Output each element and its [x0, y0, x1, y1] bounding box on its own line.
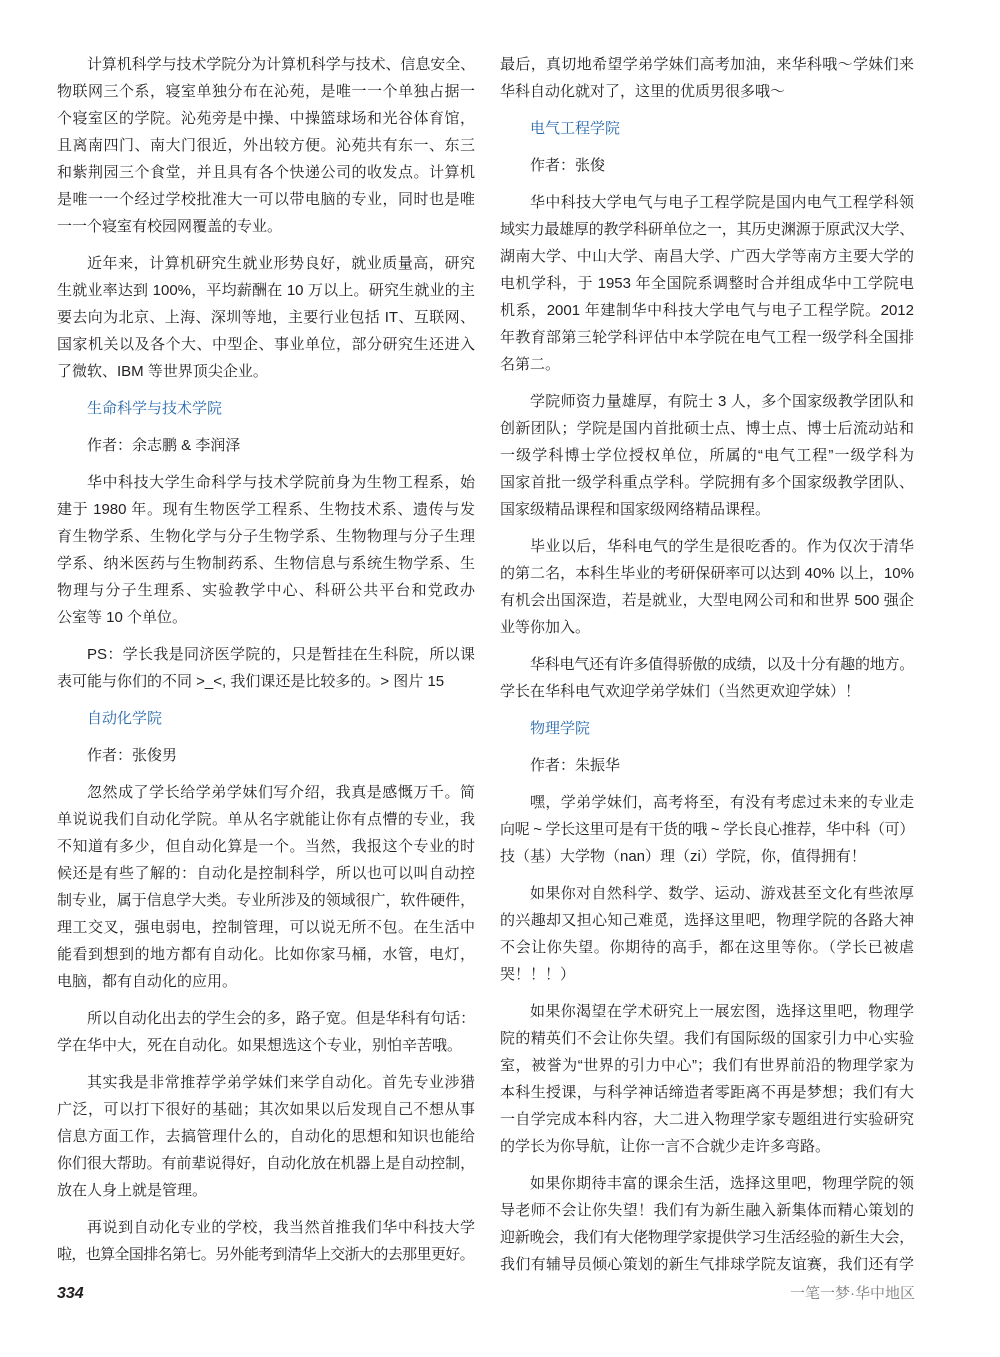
text-line: 院的精英们不会让你失望。我们有国际级的国家引力中心实验: [500, 1030, 914, 1047]
text-line: 能看到想到的地方都有自动化。比如你家马桶，水管，电灯，: [57, 946, 475, 963]
text-line: 电脑，都有自动化的应用。: [57, 973, 238, 990]
text-line: 导老师不会让你失望！我们有为新生融入新集体而精心策划的: [500, 1202, 914, 1219]
text-line: 国家级精品课程和国家级网络精品课程。: [500, 501, 771, 518]
paragraph: [500, 998, 914, 1160]
text-line: 向呢 ~ 学长这里可是有干货的哦 ~ 学长良心推荐，华中科（可）: [500, 821, 914, 838]
text-line: 嘿，学弟学妹们，高考将至，有没有考虑过未来的专业走: [530, 794, 914, 811]
paragraph: [500, 533, 914, 641]
text-line: 创新团队；学院是国内首批硕士点、博士点、博士后流动站和: [500, 420, 914, 437]
text-line: 学在华中大，死在自动化。如果想选这个专业，别怕辛苦哦。: [57, 1037, 463, 1054]
text-line: 如果你期待丰富的课余生活，选择这里吧，物理学院的领: [530, 1175, 914, 1192]
text-line: 育生物学系、生物化学与分子生物学系、生物物理与分子生理: [57, 528, 475, 545]
text-line: 哭！！！）: [500, 966, 576, 983]
text-line: 名第二。: [500, 356, 561, 373]
text-line: 候还是有些了解的：自动化是控制科学，所以也可以叫自动控: [57, 865, 475, 882]
paragraph: [57, 1005, 475, 1059]
text-line: 是唯一一个经过学校批准大一可以带电脑的专业，同时也是唯: [57, 191, 475, 208]
text-line: 国家首批一级学科重点学科。学院拥有多个国家级教学团队、: [500, 474, 914, 491]
text-line: 不会让你失望。你期待的高手，都在这里等你。（学长已被虐: [500, 939, 914, 956]
text-line: 其实我是非常推荐学弟学妹们来学自动化。首先专业涉猎: [87, 1074, 475, 1091]
running-footer: 一笔一梦·华中地区: [790, 1285, 915, 1302]
text-line: 近年来，计算机研究生就业形势良好，就业质量高，研究: [87, 255, 475, 272]
section-heading-electrical: 电气工程学院: [530, 120, 621, 137]
text-line: 且离南四门、南大门很近，外出较方便。沁苑共有东一、东三: [57, 137, 475, 154]
text-line: 放在人身上就是管理。: [57, 1182, 208, 1199]
text-line: 忽然成了学长给学弟学妹们写介绍，我真是感慨万千。简: [87, 784, 475, 801]
author-byline: 作者：张俊: [530, 157, 606, 174]
text-line: 单说说我们自动化学院。单从名字就能让你有点懵的专业，我: [57, 811, 475, 828]
text-line: 湖南大学、中山大学、南昌大学、广西大学等南方主要大学的: [500, 248, 914, 265]
text-line: 不知道有多少，但自动化算是一个。当然，我报这个专业的时: [57, 838, 475, 855]
text-line: 华中科技大学电气与电子工程学院是国内电气工程学科领: [530, 194, 914, 211]
text-line: 华科自动化就对了，这里的优质男很多哦～: [500, 83, 786, 100]
paragraph: [500, 51, 914, 105]
text-line: 年教育部第三轮学科评估中本学院在电气工程一级学科全国排: [500, 329, 914, 346]
text-line: 的兴趣却又担心知己难觅，选择这里吧，物理学院的各路大神: [500, 912, 914, 929]
text-line: 如果你对自然科学、数学、运动、游戏甚至文化有些浓厚: [530, 885, 914, 902]
text-line: 室，被誉为“世界的引力中心”；我们有世界前沿的物理学家为: [500, 1057, 914, 1074]
text-line: 公室等 10 个单位。: [57, 609, 188, 626]
text-line: 电机学科，于 1953 年全国院系调整时合并组成华中工学院电: [500, 275, 914, 292]
paragraph: [57, 779, 475, 995]
text-line: PS：学长我是同济医学院的，只是暂挂在生科院，所以课: [87, 646, 475, 663]
text-line: 再说到自动化专业的学校，我当然首推我们华中科技大学: [87, 1219, 475, 1236]
text-line: 毕业以后，华科电气的学生是很吃香的。作为仅次于清华: [530, 538, 914, 555]
text-line: 和紫荆园三个食堂，并且具有各个快递公司的收发点。计算机: [57, 164, 475, 181]
text-line: 华科电气还有许多值得骄傲的成绩，以及十分有趣的地方。: [530, 656, 914, 673]
text-line: 一一个寝室有校园网覆盖的专业。: [57, 218, 283, 235]
text-line: 本科生授课，与科学神话缔造者零距离不再是梦想；我们有大: [500, 1084, 914, 1101]
text-line: 啦，也算全国排名第七。另外能考到清华上交浙大的去那里更好。: [57, 1246, 474, 1263]
text-line: 物联网三个系，寝室单独分布在沁苑，是唯一一个单独占据一: [57, 83, 475, 100]
text-line: 学长在华科电气欢迎学弟学妹们（当然更欢迎学妹）！: [500, 683, 861, 700]
text-line: 最后，真切地希望学弟学妹们高考加油，来华科哦～学妹们来: [500, 56, 914, 73]
paragraph: [57, 1069, 475, 1204]
page-number: 334: [57, 1285, 84, 1302]
text-line: 一级学科博士学位授权单位，所属的“电气工程”一级学科为: [500, 447, 914, 464]
text-line: 信息方面工作，去搞管理什么的，自动化的思想和知识也能给: [57, 1128, 475, 1145]
paragraph: [57, 250, 475, 385]
left-column: [57, 51, 475, 1278]
text-line: 国家机关以及各个大、中型企、事业单位，部分研究生还进入: [57, 336, 475, 353]
paragraph: [500, 651, 914, 705]
text-line: 技（基）大学物（nan）理（zi）学院，你，值得拥有！: [500, 848, 866, 865]
text-line: 计算机科学与技术学院分为计算机科学与技术、信息安全、: [87, 56, 475, 73]
text-line: 学院师资力量雄厚，有院士 3 人，多个国家级教学团队和: [530, 393, 914, 410]
text-line: 广泛，可以打下很好的基础；其次如果以后发现自己不想从事: [57, 1101, 475, 1118]
author-byline: 作者：张俊男: [87, 747, 178, 764]
text-line: 如果你渴望在学术研究上一展宏图，选择这里吧，物理学: [530, 1003, 914, 1020]
text-line: 制专业，属于信息学大类。专业所涉及的领域很广，软件硬件，: [57, 892, 475, 909]
text-line: 一自学完成本科内容，大二进入物理学家专题组进行实验研究: [500, 1111, 914, 1128]
text-line: 域实力最雄厚的教学科研单位之一，其历史渊源于原武汉大学、: [500, 221, 914, 238]
paragraph: [500, 388, 914, 523]
text-line: 要去向为北京、上海、深圳等地，主要行业包括 IT、互联网、: [57, 309, 475, 326]
section-heading-physics: 物理学院: [530, 720, 591, 737]
text-line: 华中科技大学生命科学与技术学院前身为生物工程系，始: [87, 474, 475, 491]
paragraph: [500, 789, 914, 870]
text-line: 生就业率达到 100%，平均薪酬在 10 万以上。研究生就业的主: [57, 282, 475, 299]
author-byline: 作者：余志鹏 & 李润泽: [87, 437, 241, 454]
author-byline: 作者：朱振华: [530, 757, 621, 774]
text-line: 了微软、IBM 等世界顶尖企业。: [57, 363, 268, 380]
text-line: 我们有辅导员倾心策划的新生气排球学院友谊赛，我们还有学: [500, 1256, 914, 1273]
text-line: 所以自动化出去的学生会的多，路子宽。但是华科有句话：: [87, 1010, 475, 1027]
text-line: 个寝室区的学院。沁苑旁是中操、中操篮球场和光谷体育馆，: [57, 110, 475, 127]
paragraph: [57, 1214, 475, 1268]
paragraph: [57, 469, 475, 631]
text-line: 理工交叉，强电弱电，控制管理，可以说无所不包。在生活中: [57, 919, 475, 936]
section-heading-automation: 自动化学院: [87, 710, 163, 727]
text-line: 物理与分子生理系、实验教学中心、科研公共平台和党政办: [57, 582, 475, 599]
text-line: 业等你加入。: [500, 619, 591, 636]
section-heading-life-science: 生命科学与技术学院: [87, 400, 223, 417]
paragraph: [500, 189, 914, 378]
text-line: 表可能与你们的不同 >_<, 我们课还是比较多的。> 图片 15: [57, 673, 445, 690]
text-line: 你们很大帮助。有前辈说得好，自动化放在机器上是自动控制，: [57, 1155, 475, 1172]
text-line: 迎新晚会，我们有大佬物理学家提供学习生活经验的新生大会，: [500, 1229, 914, 1246]
text-line: 的第二名，本科生毕业的考研保研率可以达到 40% 以上，10%: [500, 565, 914, 582]
paragraph: [57, 641, 475, 695]
paragraph: [500, 880, 914, 988]
paragraph: [57, 51, 475, 240]
text-line: 学系、纳米医药与生物制药系、生物信息与系统生物学系、生: [57, 555, 475, 572]
right-column: [500, 51, 914, 1288]
text-line: 的学长为你导航，让你一言不合就少走许多弯路。: [500, 1138, 831, 1155]
text-line: 建于 1980 年。现有生物医学工程系、生物技术系、遗传与发: [57, 501, 475, 518]
paragraph: [500, 1170, 914, 1278]
text-line: 有机会出国深造，若是就业，大型电网公司和和世界 500 强企: [500, 592, 914, 609]
text-line: 机系，2001 年建制华中科技大学电气与电子工程学院。2012: [500, 302, 914, 319]
